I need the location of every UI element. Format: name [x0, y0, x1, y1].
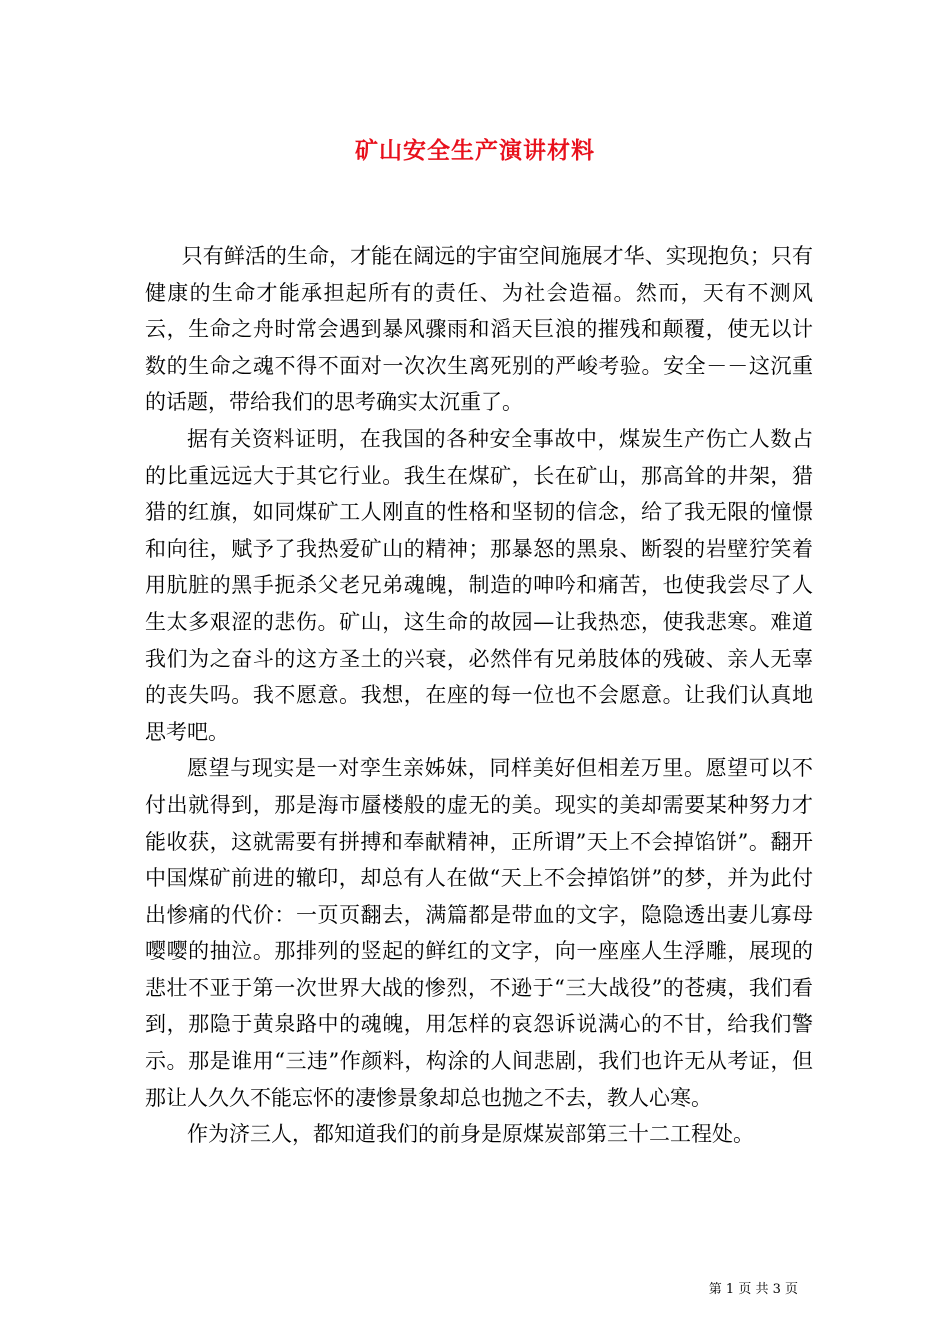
page-number-footer: 第 1 页 共 3 页 [708, 1282, 798, 1297]
document-body [145, 238, 813, 1153]
paragraph-4: 作为济三人，都知道我们的前身是原煤炭部第三十二工程处。 [187, 1122, 754, 1147]
paragraph-1: 只有鲜活的生命，才能在阔远的宇宙空间施展才华、实现抱负；只有健康的生命才能承担起所有的责任、为社会造福。然而，天有不测风云，生命之舟时常会遇到暴风骤雨和滔天巨浪的摧残和颠覆，使无以计数的生命之魂不得不面对一次次生离死别的严峻考验。安全－－这沉重的话题，带给我们的思考确实太沉重了。 [145, 244, 813, 415]
paragraph-2: 据有关资料证明，在我国的各种安全事故中，煤炭生产伤亡人数占的比重远远大于其它行业。我生在煤矿，长在矿山，那高耸的井架，猎猎的红旗，如同煤矿工人刚直的性格和坚韧的信念，给了我无限的憧憬和向往，赋予了我热爱矿山的精神；那暴怒的黑泉、断裂的岩壁狞笑着用肮脏的黑手扼杀父老兄弟魂魄，制造的呻吟和痛苦，也使我尝尽了人生太多艰涩的悲伤。矿山，这生命的故园—让我热恋，使我悲寒。难道我们为之奋斗的这方圣土的兴衰，必然伴有兄弟肢体的残破、亲人无辜的丧失吗。我不愿意。我想，在座的每一位也不会愿意。让我们认真地思考吧。 [145, 426, 813, 744]
paragraph-3: 愿望与现实是一对孪生亲姊妹，同样美好但相差万里。愿望可以不付出就得到，那是海市蜃楼般的虚无的美。现实的美却需要某种努力才能收获，这就需要有拼搏和奉献精神，正所谓”天上不会掉馅饼”。翻开中国煤矿前进的辙印，却总有人在做“天上不会掉馅饼”的梦，并为此付出惨痛的代价：一页页翻去，满篇都是带血的文字，隐隐透出妻儿寡母嘤嘤的抽泣。那排列的竖起的鲜红的文字，向一座座人生浮雕，展现的悲壮不亚于第一次世界大战的惨烈，不逊于“三大战役”的苍痍，我们看到，那隐于黄泉路中的魂魄，用怎样的哀怨诉说满心的不甘，给我们警示。那是谁用“三违”作颜料，构涂的人间悲剧，我们也许无从考证，但那让人久久不能忘怀的凄惨景象却总也抛之不去，教人心寒。 [145, 756, 813, 1110]
document-title: 矿山安全生产演讲材料 [355, 137, 595, 164]
